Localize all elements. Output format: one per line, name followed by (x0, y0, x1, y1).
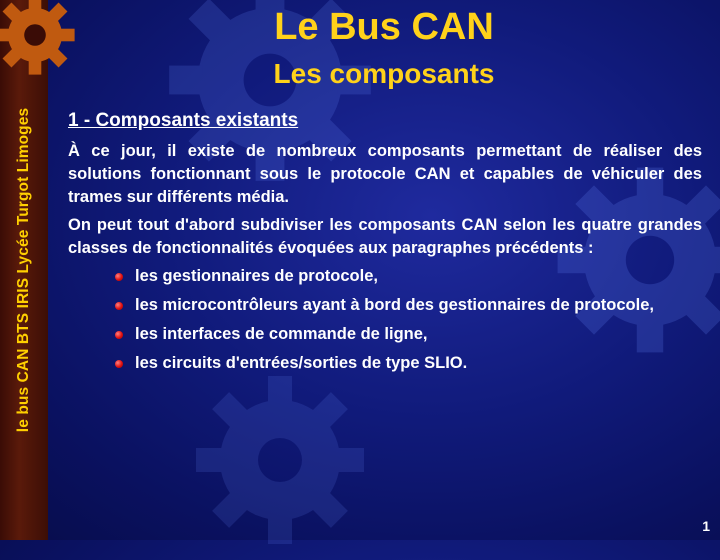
bullet-item (113, 294, 702, 317)
bullet-item (113, 323, 702, 346)
paragraph: On peut tout d'abord subdiviser les composants CAN selon les quatre grandes classes de fonctionnalités évoquées aux paragraphes précédents : (68, 216, 702, 257)
slide-content (68, 108, 702, 381)
bullet-dot-icon (115, 360, 123, 368)
bullet-text: les interfaces de commande de ligne, (135, 325, 428, 343)
slide-title: Le Bus CAN (274, 6, 494, 48)
bullet-dot-icon (115, 302, 123, 310)
bullet-text: les gestionnaires de protocole, (135, 267, 378, 285)
bullet-list (68, 265, 702, 375)
page-number: 1 (702, 518, 710, 534)
sidebar-caption: le bus CAN BTS IRIS Lycée Turgot Limoges (15, 107, 32, 433)
slide-subtitle: Les composants (273, 58, 495, 89)
bullet-dot-icon (115, 331, 123, 339)
section-heading: 1 - Composants existants (68, 110, 299, 131)
bullet-item (113, 352, 702, 375)
sidebar (0, 0, 48, 540)
paragraph: À ce jour, il existe de nombreux composants permettant de réaliser des solutions fonctionnant sous le protocole CAN et capables de véhiculer des trames sur différents média. (68, 142, 702, 206)
background-gear-icon (180, 360, 380, 560)
bullet-text: les circuits d'entrées/sorties de type SLIO. (135, 354, 468, 372)
bullet-text: les microcontrôleurs ayant à bord des gestionnaires de protocole, (135, 296, 654, 314)
bullet-dot-icon (115, 273, 123, 281)
bullet-item (113, 265, 702, 288)
